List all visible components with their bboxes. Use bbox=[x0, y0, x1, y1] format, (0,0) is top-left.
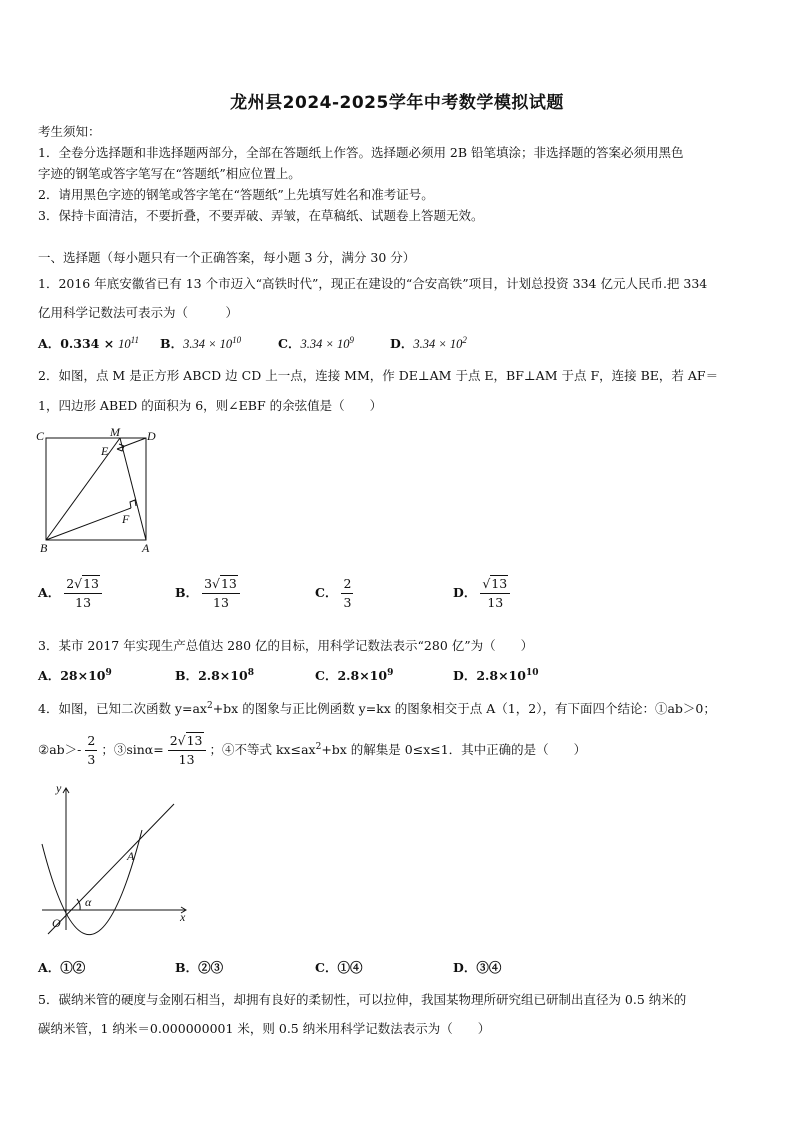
q4-option-b: B．②③ bbox=[175, 960, 224, 975]
notice-item-3: 3．保持卡面清洁，不要折叠，不要弄破、弄皱，在草稿纸、试题卷上答题无效。 bbox=[38, 208, 484, 223]
notice-item-1-line-1: 1．全卷分选择题和非选择题两部分，全部在答题纸上作答。选择题必须用 2B 铅笔填涂；非选择题的答案必须用黑色 bbox=[38, 145, 684, 160]
q2-square-figure bbox=[34, 424, 164, 558]
q3-option-a: A．$28\times 10^9$ bbox=[38, 667, 112, 683]
q1-stem-line-1: 1．2016 年底安徽省已有 13 个市迈入“高铁时代”，现正在建设的“合安高铁”项目，计划总投资 334 亿元人民币.把 334 bbox=[38, 276, 708, 291]
q5-stem-line-2: 碳纳米管，1 纳米＝0.000000001 米，则 0.5 纳米用科学记数法表示为（ ） bbox=[38, 1021, 491, 1036]
segment-be-to-m bbox=[46, 438, 120, 540]
q4-stem-line-1: 4．如图，已知二次函数 $y=ax^2+bx$ 的图象与正比例函数 y=kx 的图象相交于点 A（1，2），有下面四个结论：①ab＞0； bbox=[38, 700, 716, 716]
q3-option-b: B．$2.8\times 10^8$ bbox=[175, 667, 254, 683]
q4-option-c: C．①④ bbox=[315, 960, 363, 975]
label-e: E bbox=[101, 444, 109, 458]
label-x: x bbox=[180, 910, 186, 924]
label-y: y bbox=[56, 781, 62, 795]
section-heading: 一、选择题（每小题只有一个正确答案，每小题 3 分，满分 30 分） bbox=[38, 250, 416, 265]
page-title: 龙州县2024-2025学年中考数学模拟试题 bbox=[230, 93, 564, 113]
label-a: A bbox=[142, 541, 150, 555]
label-f: F bbox=[122, 512, 130, 526]
notice-item-1-line-2: 字迹的钢笔或答字笔写在“答题纸”相应位置上。 bbox=[38, 166, 301, 181]
q1-option-c: C．$3.34 \times 10^9$ bbox=[278, 334, 355, 351]
q2-option-b: B． $\frac{3√13}{13}$ bbox=[175, 578, 240, 609]
q2-option-a: A． $\frac{2√13}{13}$ bbox=[38, 578, 102, 609]
right-angle-f bbox=[130, 500, 136, 508]
q2-stem-line-2: 1，四边形 ABED 的面积为 6，则∠EBF 的余弦值是（ ） bbox=[38, 398, 383, 413]
label-d: D bbox=[147, 429, 156, 443]
segment-bf bbox=[46, 508, 131, 540]
q2-stem-line-1: 2．如图，点 M 是正方形 ABCD 边 CD 上一点，连接 MM，作 DE⊥AM 于点 E，BF⊥AM 于点 F，连接 BE，若 AF＝ bbox=[38, 368, 719, 383]
q5-stem-line-1: 5．碳纳米管的硬度与金刚石相当，却拥有良好的柔韧性，可以拉伸，我国某物理所研究组已研制出直径为 0.5 纳米的 bbox=[38, 992, 687, 1007]
q1-stem-line-2: 亿用科学记数法可表示为（ ） bbox=[38, 305, 239, 320]
label-a: A bbox=[127, 849, 135, 863]
notice-heading: 考生须知： bbox=[38, 124, 101, 139]
q2-option-c: C． $\frac{2}{3}$ bbox=[315, 576, 352, 610]
q1-option-a: A．$0.334 \times 10^{11}$ bbox=[38, 334, 139, 351]
square-abcd bbox=[46, 438, 146, 540]
q4-conclusions: ②ab＞- $\frac{2}{3}$ ；③sinα= $\frac{2√13}{13}$ ；④不等式 $kx\le ax^2+bx$ 的解集是 0≤x≤1．其中正确的是（ ） bbox=[38, 733, 587, 767]
q1-option-b: B．$3.34 \times 10^{10}$ bbox=[160, 334, 242, 351]
label-m: M bbox=[110, 425, 120, 439]
label-b: B bbox=[40, 541, 48, 555]
q3-option-d: D．$2.8\times 10^{10}$ bbox=[453, 667, 539, 683]
label-alpha: α bbox=[85, 895, 92, 909]
q4-option-a: A．①② bbox=[38, 960, 86, 975]
notice-item-2: 2．请用黑色字迹的钢笔或答字笔在“答题纸”上先填写姓名和准考证号。 bbox=[38, 187, 434, 202]
q1-option-d: D．$3.34 \times 10^2$ bbox=[390, 334, 467, 351]
q4-option-d: D．③④ bbox=[453, 960, 502, 975]
q4-graph-figure bbox=[34, 780, 196, 940]
q3-option-c: C．$2.8\times 10^9$ bbox=[315, 667, 394, 683]
label-c: C bbox=[36, 429, 45, 443]
label-o: O bbox=[52, 916, 61, 930]
q3-stem: 3．某市 2017 年实现生产总值达 280 亿的目标，用科学记数法表示“280 亿”为（ ） bbox=[38, 638, 534, 653]
q2-option-d: D． $\frac{√13}{13}$ bbox=[453, 578, 510, 609]
